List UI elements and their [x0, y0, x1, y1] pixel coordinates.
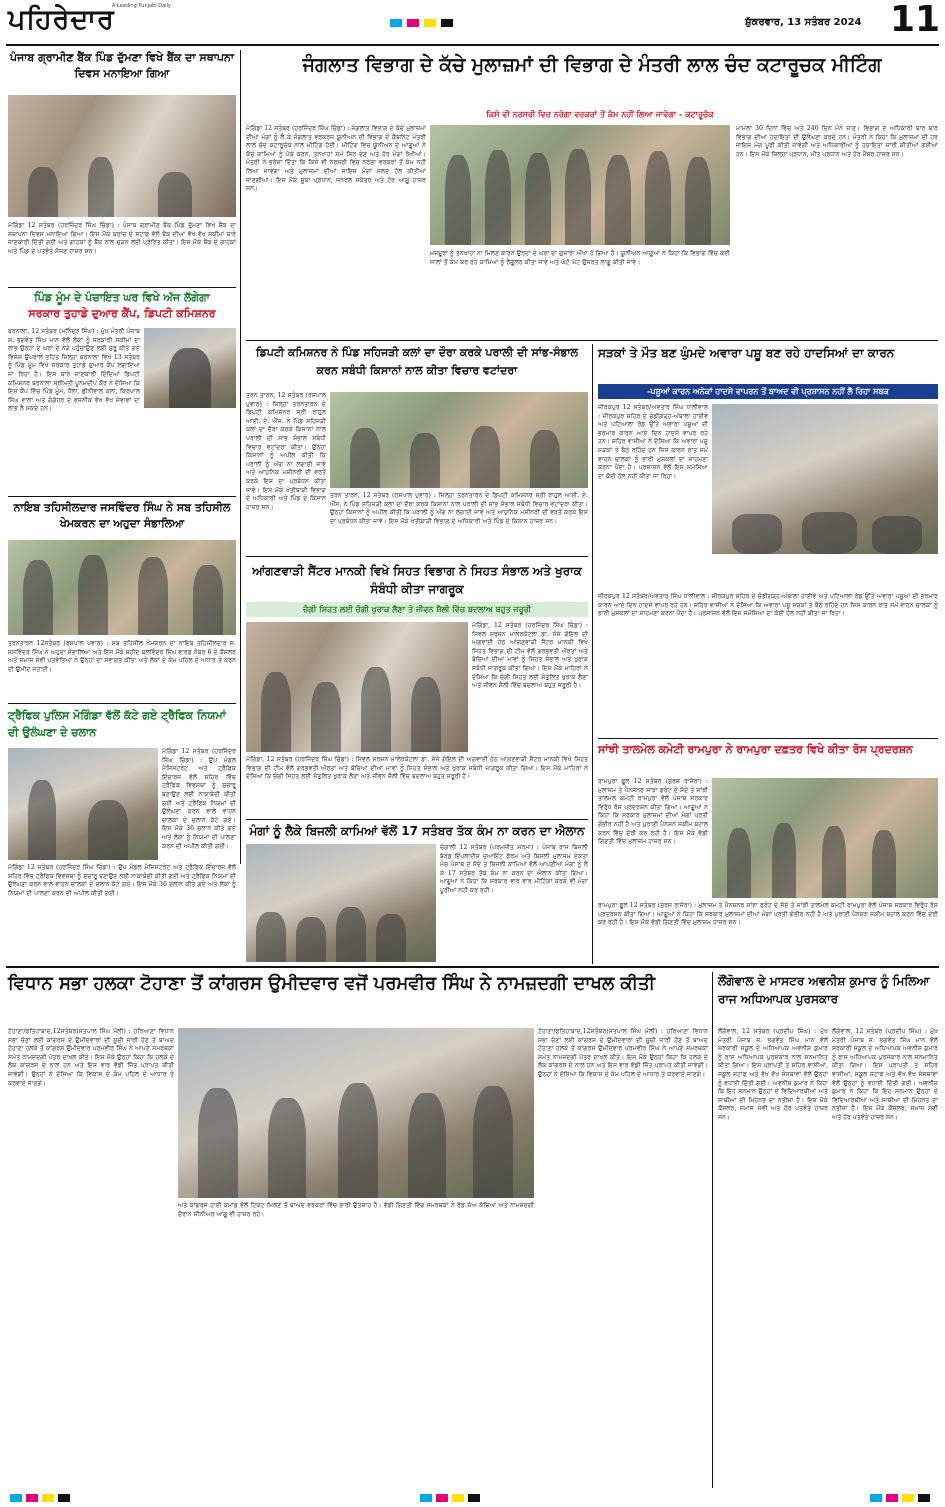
parali-headline: ਡਿਪਟੀ ਕਮਿਸ਼ਨਰ ਨੇ ਪਿੰਡ ਸਹਿਜੜੀ ਕਲਾਂ ਦਾ ਦੌਰਾ ਕਰਕੇ ਪਰਾਲੀ ਦੀ ਸਾਂਭ-ਸੰਭਾਲ ਕਰਨ ਸਬੰਧੀ ਕਿਸਾਨਾਂ ਨਾਲ ਕੀਤਾ ਵਿਚਾਰ ਵਟਾਂਦਰਾ [256, 346, 578, 377]
tehsildar-photo [8, 540, 236, 635]
tehsildar-headline: ਨਾਇਬ ਤਹਿਸੀਲਦਾਰ ਜਸਵਿੰਦਰ ਸਿੰਘ ਨੇ ਸਬ ਤਹਿਸੀਲ ਖੇਮਕਰਨ ਦਾ ਅਹੁਦਾ ਸੰਭਾਲਿਆ [13, 501, 231, 530]
parali-body-2: ਤਰਨ ਤਾਰਨ, 12 ਸਤੰਬਰ (ਰਸ਼ਪਾਲ ਪੁਵਾਰ) : ਜ਼ਿਲ੍ਹਾ ਤਰਨਤਾਰਨ ਦੇ ਡਿਪਟੀ ਕਮਿਸ਼ਨਰ ਸ੍ਰੀ ਰਾਹੁਲ ਆਈ. ਏ. ਐੱਸ. ਨੇ ਪਿੰਡ ਸਹਿਜੜੀ ਕਲਾਂ ਦਾ ਦੌਰਾ ਕਰਕੇ ਕਿਸਾਨਾਂ ਨਾਲ ਪਰਾਲੀ ਦੀ ਸਾਂਭ ਸੰਭਾਲ ਸਬੰਧੀ ਵਿਚਾਰ ਵਟਾਂਦਰਾ ਕੀਤਾ। ਉਨ੍ਹਾਂ ਕਿਸਾਨਾਂ ਨੂੰ ਅਪੀਲ ਕੀਤੀ ਕਿ ਪਰਾਲੀ ਨੂੰ ਅੱਗ ਨਾ ਲਗਾਈ ਜਾਵੇ ਅਤੇ ਆਧੁਨਿਕ ਮਸ਼ੀਨਰੀ ਦੀ ਵਰਤੋਂ ਕਰਕੇ ਇਸ ਦਾ ਪ੍ਰਬੰਧਨ ਕੀਤਾ ਜਾਵੇ। ਇਸ ਮੌਕੇ ਖੇਤੀਬਾੜੀ ਵਿਭਾਗ ਦੇ ਅਧਿਕਾਰੀ ਅਤੇ ਪਿੰਡ ਦੇ ਕਿਸਾਨ ਹਾਜ਼ਰ ਸਨ। [330, 492, 588, 525]
forest-photo [430, 125, 730, 245]
forest-body-3: ਮਾਮਲਾ 30 ਦਿਨਾਂ ਵਿੱਚ ਅਤੇ 240 ਦਿਨ ਮੰਨੇ ਜਾਣ। ਵਿਭਾਗ ਦੇ ਅਧਿਕਾਰੀ ਬਾਰ ਬਾਰ ਵਿਭਾਗ ਦੀਆਂ ਹਦਾਇਤਾਂ ਦੀ ਉਲੰਘਣਾ ਕਰਦੇ ਹਨ। ਮੰਤਰੀ ਨੇ ਕਿਹਾ ਕਿ ਮੁਲਾਜ਼ਮਾਂ ਦੀ ਹਰ ਜਾਇਜ਼ ਮੰਗ ਪੂਰੀ ਕੀਤੀ ਜਾਵੇਗੀ ਅਤੇ ਅਧਿਕਾਰੀਆਂ ਨੂੰ ਹਦਾਇਤਾਂ ਜਾਰੀ ਕੀਤੀਆਂ ਗਈਆਂ ਹਨ। ਇਸ ਮੌਕੇ ਜ਼ਿਲ੍ਹਾ ਪ੍ਰਧਾਨ, ਮੀਤ ਪ੍ਰਧਾਨ ਅਤੇ ਹੋਰ ਮੈਂਬਰ ਹਾਜ਼ਰ ਸਨ। [736, 125, 938, 158]
cattle-photo [712, 404, 938, 554]
camp-body: ਬਰਨਾਲਾ, 12 ਸਤੰਬਰ (ਮਨਿੰਦਰ ਸਿੰਘ) : ਮੁੱਖ ਮੰਤਰੀ ਪੰਜਾਬ ਸ. ਭਗਵੰਤ ਸਿੰਘ ਮਾਨ ਵੱਲੋਂ ਲੋਕਾਂ ਨੂੰ ਸਰਕਾਰੀ ਸਕੀਮਾਂ ਦਾ ਲਾਭ ਉਨ੍ਹਾਂ ਦੇ ਘਰਾਂ ਦੇ ਨੇੜੇ ਪਹੁੰਚਾਉਣ ਲਈ ਸ਼ੁਰੂ ਕੀਤੇ ਗਏ ਵਿਸ਼ੇਸ਼ ਉਪਰਾਲੇ ਤਹਿਤ ਜ਼ਿਲ੍ਹਾ ਬਰਨਾਲਾ ਵਿਖੇ 13 ਸਤੰਬਰ ਨੂੰ ਪਿੰਡ ਮੂੰਮ ਵਿਖੇ ਸਰਕਾਰ ਤੁਹਾਡੇ ਦੁਆਰ ਕੈਂਪ ਲਗਾਇਆ ਜਾ ਰਿਹਾ ਹੈ। ਇਸ ਬਾਰੇ ਜਾਣਕਾਰੀ ਦਿੰਦਿਆਂ ਡਿਪਟੀ ਕਮਿਸ਼ਨਰ ਬਰਨਾਲਾ ਸ੍ਰੀਮਤੀ ਪੂਨਮਦੀਪ ਕੌਰ ਨੇ ਦੱਸਿਆ ਕਿ ਇਸ ਕੈਂਪ ਵਿੱਚ ਪਿੰਡ ਮੂੰਮ, ਧੌਲਾ, ਛੀਨੀਵਾਲ ਕਲਾਂ, ਕਿਰਪਾਲ ਸਿੰਘ ਵਾਲਾ ਅਤੇ ਗੰਗੋਹਰ ਦੇ ਵਸਨੀਕ ਵੱਖ ਵੱਖ ਸੇਵਾਵਾਂ ਦਾ ਲਾਭ ਲੈ ਸਕਦੇ ਹਨ। [8, 328, 140, 413]
anganwadi-subhead: ਚੰਗੀ ਸਿਹਤ ਲਈ ਚੰਗੀ ਖੁਰਾਕ ਲੈਣਾ ਤੇ ਜੀਵਨ ਸ਼ੈਲੀ ਵਿੱਚ ਬਦਲਾਅ ਬਹੁਤ ਜਰੂਰੀ [246, 602, 588, 617]
rampura-body-2: ਰਾਮਪੁਰਾ ਫੂਲ 12 ਸਤੰਬਰ (ਸੁਰਜ ਰਾਜੋਰਾ) : ਮੁਲਾਜ਼ਮ ਤੇ ਪੈਨਸ਼ਨਰ ਸਾਂਝਾ ਫਰੰਟ ਦੇ ਸੱਦੇ ਤੇ ਸਾਂਝੀ ਤਾਲਮੇਲ ਕਮੇਟੀ ਰਾਮਪੁਰਾ ਵੱਲੋਂ ਪੰਜਾਬ ਸਰਕਾਰ ਵਿਰੁੱਧ ਰੋਸ ਪ੍ਰਦਰਸ਼ਨ ਕੀਤਾ ਗਿਆ। ਆਗੂਆਂ ਨੇ ਕਿਹਾ ਕਿ ਸਰਕਾਰ ਮੁਲਾਜ਼ਮਾਂ ਦੀਆਂ ਮੰਗਾਂ ਪ੍ਰਤੀ ਗੰਭੀਰ ਨਹੀਂ ਹੈ ਅਤੇ ਪੁਰਾਣੀ ਪੈਨਸ਼ਨ ਸਕੀਮ ਬਹਾਲ ਕਰਨ ਵਿੱਚ ਦੇਰੀ ਕਰ ਰਹੀ ਹੈ। ਇਸ ਮੌਕੇ ਵੱਡੀ ਗਿਣਤੀ ਵਿੱਚ ਮੁਲਾਜ਼ਮ ਹਾਜ਼ਰ ਸਨ। [598, 902, 938, 927]
col-divider [592, 344, 593, 964]
cattle-body-2: ਜੀਰਕਪੁਰ 12 ਸਤੰਬਰ/ਅਵਤਾਰ ਸਿੰਘ ਧਾਲੀਵਾਲ : ਜੀਰਕਪੁਰ ਸ਼ਹਿਰ ਦੇ ਚੰਡੀਗੜ੍ਹ-ਅੰਬਾਲਾ ਹਾਈਵੇ ਅਤੇ ਪਟਿਆਲਾ ਰੋਡ ਉੱਤੇ ਅਵਾਰਾ ਪਸ਼ੂਆਂ ਦੀ ਭਰਮਾਰ ਕਾਰਨ ਆਏ ਦਿਨ ਹਾਦਸੇ ਵਾਪਰ ਰਹੇ ਹਨ। ਸ਼ਹਿਰ ਵਾਸੀਆਂ ਨੇ ਦੱਸਿਆ ਕਿ ਅਵਾਰਾ ਪਸ਼ੂ ਸੜਕਾਂ ਤੇ ਬੈਠੇ ਰਹਿੰਦੇ ਹਨ ਜਿਸ ਕਾਰਨ ਰਾਤ ਸਮੇਂ ਵਾਹਨ ਚਾਲਕਾਂ ਨੂੰ ਭਾਰੀ ਮੁਸ਼ਕਲਾਂ ਦਾ ਸਾਹਮਣਾ ਕਰਨਾ ਪੈਂਦਾ ਹੈ। ਪ੍ਰਸ਼ਾਸਨ ਵੱਲੋਂ ਇਸ ਸਮੱਸਿਆ ਦਾ ਕੋਈ ਹੱਲ ਨਹੀਂ ਕੀਤਾ ਜਾ ਰਿਹਾ। [598, 593, 938, 618]
anganwadi-body: ਮੋਗਿੰਡਾ, 12 ਸਤੰਬਰ (ਹਰਜਿੰਦਰ ਸਿੰਘ ਚਿੰਡਾ) : ਸਿਵਲ ਸਰਜਨ ਮਾਲੇਰਕੋਟਲਾ ਡਾ. ਸੰਜੇ ਗੋਇਲ ਦੀ ਅਗਵਾਈ ਹੇਠ ਆਂਗਣਵਾੜੀ ਸੈਂਟਰ ਮਾਨਕੀ ਵਿਖੇ ਸਿਹਤ ਵਿਭਾਗ ਦੀ ਟੀਮ ਵੱਲੋਂ ਗਰਭਵਤੀ ਔਰਤਾਂ ਅਤੇ ਬੱਚਿਆਂ ਦੀਆਂ ਮਾਵਾਂ ਨੂੰ ਸਿਹਤ ਸੰਭਾਲ ਅਤੇ ਖੁਰਾਕ ਸਬੰਧੀ ਜਾਗਰੂਕ ਕੀਤਾ ਗਿਆ। ਇਸ ਮੌਕੇ ਮਾਹਿਰਾਂ ਨੇ ਦੱਸਿਆ ਕਿ ਚੰਗੀ ਸਿਹਤ ਲਈ ਸੰਤੁਲਿਤ ਖੁਰਾਕ ਲੈਣਾ ਅਤੇ ਜੀਵਨ ਸ਼ੈਲੀ ਵਿੱਚ ਬਦਲਾਅ ਬਹੁਤ ਜ਼ਰੂਰੀ ਹੈ। [472, 622, 588, 690]
forest-body: ਮੋਗਿੰਡਾ 12 ਸਤੰਬਰ (ਹਰਜਿੰਦਰ ਸਿੰਘ ਚਿੰਡਾ) : ਜੰਗਲਾਤ ਵਿਭਾਗ ਦੇ ਕੱਚੇ ਮੁਲਾਜ਼ਮਾਂ ਦੀਆਂ ਮੰਗਾਂ ਨੂੰ ਲੈ ਕੇ ਜੰਗਲਾਤ ਵਰਕਰਜ਼ ਯੂਨੀਅਨ ਦੀ ਵਿਭਾਗ ਦੇ ਕੈਬਨਿਟ ਮੰਤਰੀ ਲਾਲ ਚੰਦ ਕਟਾਰੂਚੱਕ ਨਾਲ ਮੀਟਿੰਗ ਹੋਈ। ਮੀਟਿੰਗ ਵਿਚ ਯੂਨੀਅਨ ਦੇ ਆਗੂਆਂ ਨੇ ਕੱਚੇ ਕਾਮਿਆਂ ਨੂੰ ਪੱਕੇ ਕਰਨ, ਤਨਖਾਹਾਂ ਸਮੇਂ ਸਿਰ ਦੇਣ ਅਤੇ ਹੋਰ ਮੰਗਾਂ ਰੱਖੀਆਂ। ਮੰਤਰੀ ਨੇ ਭਰੋਸਾ ਦਿੱਤਾ ਕਿ ਕਿਸੇ ਵੀ ਨਰਸਰੀ ਵਿਚ ਨਰੇਗਾ ਵਰਕਰਾਂ ਤੋਂ ਕੰਮ ਨਹੀਂ ਲਿਆ ਜਾਵੇਗਾ ਅਤੇ ਮੁਲਾਜ਼ਮਾਂ ਦੀਆਂ ਜਾਇਜ਼ ਮੰਗਾਂ ਜਲਦ ਹੱਲ ਕੀਤੀਆਂ ਜਾਣਗੀਆਂ। ਇਸ ਮੌਕੇ ਸੂਬਾ ਪ੍ਰਧਾਨ, ਜਨਰਲ ਸਕੱਤਰ ਅਤੇ ਹੋਰ ਆਗੂ ਹਾਜ਼ਰ ਸਨ। [246, 125, 426, 193]
cattle-subhead: -ਪਸ਼ੂਆਂ ਕਾਰਨ ਅਨੇਕਾਂ ਹਾਦਸੇ ਵਾਪਰਨ ਤੋਂ ਬਾਅਦ ਵੀ ਪ੍ਰਸ਼ਾਸਨ ਨਹੀਂ ਲੈ ਰਿਹਾ ਸਬਕ [598, 384, 938, 399]
yellow-mark [42, 1494, 54, 1502]
tohana-body-3: ਟੋਹਾਣਾ/ਫਤਿਹਾਬਾਦ,12ਸਤੰਬਰ(ਸਤਪਾਲ ਸਿੰਘ ਮੱਲੀ) : ਹਰਿਆਣਾ ਵਿਧਾਨ ਸਭਾ ਚੋਣਾਂ ਲਈ ਕਾਂਗਰਸ ਦੇ ਉਮੀਦਵਾਰਾਂ ਦੀ ਸੂਚੀ ਜਾਰੀ ਹੋਣ ਤੋਂ ਬਾਅਦ ਟੋਹਾਣਾ ਹਲਕੇ ਤੋਂ ਕਾਂਗਰਸ ਉਮੀਦਵਾਰ ਪਰਮਵੀਰ ਸਿੰਘ ਨੇ ਆਪਣੇ ਸਮਰਥਕਾਂ ਸਮੇਤ ਨਾਮਜ਼ਦਗੀ ਪੱਤਰ ਦਾਖਲ ਕੀਤੇ। ਇਸ ਮੌਕੇ ਉਨ੍ਹਾਂ ਕਿਹਾ ਕਿ ਹਲਕੇ ਦੇ ਲੋਕ ਕਾਂਗਰਸ ਦੇ ਨਾਲ ਹਨ ਅਤੇ ਇਸ ਵਾਰ ਵੱਡੀ ਜਿੱਤ ਪ੍ਰਾਪਤ ਕੀਤੀ ਜਾਵੇਗੀ। ਉਨ੍ਹਾਂ ਨੇ ਦੱਸਿਆ ਕਿ ਵਿਕਾਸ ਦੇ ਕੰਮ ਪਹਿਲ ਦੇ ਆਧਾਰ ਤੇ ਕਰਵਾਏ ਜਾਣਗੇ। [538, 1028, 708, 1078]
masthead [0, 0, 945, 44]
cyan-mark [870, 1494, 882, 1502]
bijli-photo [246, 844, 436, 962]
tohana-headline: ਵਿਧਾਨ ਸਭਾ ਹਲਕਾ ਟੋਹਾਣਾ ਤੋਂ ਕਾਂਗਰਸ ਉਮੀਦਵਾਰ ਵਜੋਂ ਪਰਮਵੀਰ ਸਿੰਘ ਨੇ ਨਾਮਜ਼ਦਗੀ ਦਾਖਲ ਕੀਤੀ [8, 973, 656, 994]
divider [246, 819, 588, 820]
tohana-body: ਟੋਹਾਣਾ/ਫਤਿਹਾਬਾਦ,12ਸਤੰਬਰ(ਸਤਪਾਲ ਸਿੰਘ ਮੱਲੀ) : ਹਰਿਆਣਾ ਵਿਧਾਨ ਸਭਾ ਚੋਣਾਂ ਲਈ ਕਾਂਗਰਸ ਦੇ ਉਮੀਦਵਾਰਾਂ ਦੀ ਸੂਚੀ ਜਾਰੀ ਹੋਣ ਤੋਂ ਬਾਅਦ ਟੋਹਾਣਾ ਹਲਕੇ ਤੋਂ ਕਾਂਗਰਸ ਉਮੀਦਵਾਰ ਪਰਮਵੀਰ ਸਿੰਘ ਨੇ ਆਪਣੇ ਸਮਰਥਕਾਂ ਸਮੇਤ ਨਾਮਜ਼ਦਗੀ ਪੱਤਰ ਦਾਖਲ ਕੀਤੇ। ਇਸ ਮੌਕੇ ਉਨ੍ਹਾਂ ਕਿਹਾ ਕਿ ਹਲਕੇ ਦੇ ਲੋਕ ਕਾਂਗਰਸ ਦੇ ਨਾਲ ਹਨ ਅਤੇ ਇਸ ਵਾਰ ਵੱਡੀ ਜਿੱਤ ਪ੍ਰਾਪਤ ਕੀਤੀ ਜਾਵੇਗੀ। ਉਨ੍ਹਾਂ ਨੇ ਦੱਸਿਆ ਕਿ ਵਿਕਾਸ ਦੇ ਕੰਮ ਪਹਿਲ ਦੇ ਆਧਾਰ ਤੇ ਕਰਵਾਏ ਜਾਣਗੇ। [8, 1028, 174, 1087]
divider [8, 287, 236, 288]
bank-photo [8, 95, 236, 217]
magenta-mark [407, 19, 419, 27]
cattle-headline: ਸੜਕਾਂ ਤੇ ਮੌਤ ਬਣ ਘੁੰਮਦੇ ਅਵਾਰਾ ਪਸ਼ੂ ਬਣ ਰਹੇ ਹਾਦਸਿਆਂ ਦਾ ਕਾਰਨ [598, 346, 895, 360]
black-mark [441, 19, 453, 27]
masthead-logo: ਪਹਿਰੇਦਾਰ [8, 4, 115, 35]
forest-headline: ਜੰਗਲਾਤ ਵਿਭਾਗ ਦੇ ਕੱਚੇ ਮੁਲਾਜ਼ਮਾਂ ਦੀ ਵਿਭਾਗ ਦੇ ਮੰਤਰੀ ਲਾਲ ਚੰਦ ਕਟਾਰੂਚਕ ਮੀਟਿੰਗ [302, 54, 882, 76]
anganwadi-photo [246, 622, 468, 752]
divider [8, 703, 236, 704]
magenta-mark [436, 1494, 448, 1502]
divider [598, 738, 938, 739]
cyan-mark [390, 19, 402, 27]
tohana-body-2: ਅਤੇ ਕਾਂਗਰਸ ਹਾਈ ਕਮਾਂਡ ਵੱਲੋਂ ਟਿਕਟ ਮਿਲਣ ਤੋਂ ਬਾਅਦ ਵਰਕਰਾਂ ਵਿੱਚ ਭਾਰੀ ਉਤਸ਼ਾਹ ਹੈ। ਵੱਡੀ ਗਿਣਤੀ ਵਿੱਚ ਸਮਰਥਕਾਂ ਨੇ ਰੋਡ ਸ਼ੋਅ ਕੱਢਿਆ ਅਤੇ ਨਾਮਜ਼ਦਗੀ ਦੌਰਾਨ ਸੀਨੀਅਰ ਆਗੂ ਵੀ ਹਾਜ਼ਰ ਰਹੇ। [178, 1202, 534, 1218]
divider [8, 496, 236, 497]
cattle-body: ਜੀਰਕਪੁਰ 12 ਸਤੰਬਰ/ਅਵਤਾਰ ਸਿੰਘ ਧਾਲੀਵਾਲ : ਜੀਰਕਪੁਰ ਸ਼ਹਿਰ ਦੇ ਚੰਡੀਗੜ੍ਹ-ਅੰਬਾਲਾ ਹਾਈਵੇ ਅਤੇ ਪਟਿਆਲਾ ਰੋਡ ਉੱਤੇ ਅਵਾਰਾ ਪਸ਼ੂਆਂ ਦੀ ਭਰਮਾਰ ਕਾਰਨ ਆਏ ਦਿਨ ਹਾਦਸੇ ਵਾਪਰ ਰਹੇ ਹਨ। ਸ਼ਹਿਰ ਵਾਸੀਆਂ ਨੇ ਦੱਸਿਆ ਕਿ ਅਵਾਰਾ ਪਸ਼ੂ ਸੜਕਾਂ ਤੇ ਬੈਠੇ ਰਹਿੰਦੇ ਹਨ ਜਿਸ ਕਾਰਨ ਰਾਤ ਸਮੇਂ ਵਾਹਨ ਚਾਲਕਾਂ ਨੂੰ ਭਾਰੀ ਮੁਸ਼ਕਲਾਂ ਦਾ ਸਾਹਮਣਾ ਕਰਨਾ ਪੈਂਦਾ ਹੈ। ਪ੍ਰਸ਼ਾਸਨ ਵੱਲੋਂ ਇਸ ਸਮੱਸਿਆ ਦਾ ਕੋਈ ਹੱਲ ਨਹੀਂ ਕੀਤਾ ਜਾ ਰਿਹਾ। [598, 404, 708, 480]
rampura-body: ਰਾਮਪੁਰਾ ਫੂਲ 12 ਸਤੰਬਰ (ਸੁਰਜ ਰਾਜੋਰਾ) : ਮੁਲਾਜ਼ਮ ਤੇ ਪੈਨਸ਼ਨਰ ਸਾਂਝਾ ਫਰੰਟ ਦੇ ਸੱਦੇ ਤੇ ਸਾਂਝੀ ਤਾਲਮੇਲ ਕਮੇਟੀ ਰਾਮਪੁਰਾ ਵੱਲੋਂ ਪੰਜਾਬ ਸਰਕਾਰ ਵਿਰੁੱਧ ਰੋਸ ਪ੍ਰਦਰਸ਼ਨ ਕੀਤਾ ਗਿਆ। ਆਗੂਆਂ ਨੇ ਕਿਹਾ ਕਿ ਸਰਕਾਰ ਮੁਲਾਜ਼ਮਾਂ ਦੀਆਂ ਮੰਗਾਂ ਪ੍ਰਤੀ ਗੰਭੀਰ ਨਹੀਂ ਹੈ ਅਤੇ ਪੁਰਾਣੀ ਪੈਨਸ਼ਨ ਸਕੀਮ ਬਹਾਲ ਕਰਨ ਵਿੱਚ ਦੇਰੀ ਕਰ ਰਹੀ ਹੈ। ਇਸ ਮੌਕੇ ਵੱਡੀ ਗਿਣਤੀ ਵਿੱਚ ਮੁਲਾਜ਼ਮ ਹਾਜ਼ਰ ਸਨ। [598, 778, 708, 846]
black-mark [468, 1494, 480, 1502]
bottom-color-marks [0, 1494, 945, 1506]
yellow-mark [452, 1494, 464, 1502]
divider [246, 556, 588, 557]
forest-body-2: ਮਜ਼ਦੂਰਾਂ ਨੂੰ ਤਨਖਾਹਾਂ ਨਾ ਮਿਲਣ ਕਾਰਨ ਉਨ੍ਹਾਂ ਦੇ ਘਰਾਂ ਦਾ ਗੁਜ਼ਾਰਾ ਔਖਾ ਹੋ ਗਿਆ ਹੈ। ਯੂਨੀਅਨ ਆਗੂਆਂ ਨੇ ਕਿਹਾ ਕਿ ਵਿਭਾਗ ਵਿੱਚ ਕਈ ਸਾਲਾਂ ਤੋਂ ਕੰਮ ਕਰ ਰਹੇ ਕਾਮਿਆਂ ਨੂੰ ਰੈਗੂਲਰ ਕੀਤਾ ਜਾਵੇ ਅਤੇ ਘੱਟੋ ਘੱਟ ਉਜਰਤ ਲਾਗੂ ਕੀਤੀ ਜਾਵੇ। [430, 250, 730, 266]
camp-headline: ਪਿੰਡ ਮੂੰਮ ਦੇ ਪੰਚਾਇਤ ਘਰ ਵਿਖੇ ਅੱਜ ਲੱਗੇਗਾ [34, 291, 210, 304]
yellow-mark [902, 1494, 914, 1502]
magenta-mark [26, 1494, 38, 1502]
magenta-mark [886, 1494, 898, 1502]
black-mark [58, 1494, 70, 1502]
cyan-mark [10, 1494, 22, 1502]
forest-subhead: ਕਿਸੇ ਵੀ ਨਰਸਰੀ ਵਿਚ ਨਰੇਗਾ ਵਰਕਰਾਂ ਤੋਂ ਕੰਮ ਨਹੀਂ ਲਿਆ ਜਾਵੇਗਾ - ਕਟਾਰੂਚੱਕ [420, 108, 780, 122]
bijli-body: ਚੰਗਾਲੀ 12 ਸਤੰਬਰ (ਪਰਮਜੀਤ ਸਰਮਾ) : ਪੰਜਾਬ ਰਾਜ ਬਿਜਲੀ ਬੋਰਡ ਇੰਪਲਾਈਜ਼ ਜੁਆਇੰਟ ਫੋਰਮ ਅਤੇ ਬਿਜਲੀ ਮੁਲਾਜ਼ਮ ਏਕਤਾ ਮੰਚ ਪੰਜਾਬ ਦੇ ਸੱਦੇ ਤੇ ਬਿਜਲੀ ਕਾਮਿਆਂ ਵੱਲੋਂ ਆਪਣੀਆਂ ਮੰਗਾਂ ਨੂੰ ਲੈ ਕੇ 17 ਸਤੰਬਰ ਤੱਕ ਕੰਮ ਨਾ ਕਰਨ ਦਾ ਐਲਾਨ ਕੀਤਾ ਗਿਆ। ਆਗੂਆਂ ਨੇ ਕਿਹਾ ਕਿ ਸਰਕਾਰ ਵਾਰ ਵਾਰ ਮੀਟਿੰਗਾਂ ਕਰਕੇ ਵੀ ਮੰਗਾਂ ਪੂਰੀਆਂ ਨਹੀਂ ਕਰ ਰਹੀ। [440, 844, 588, 894]
parali-photo [330, 392, 588, 488]
masthead-tagline: A Leading Punjabi Daily [112, 3, 171, 9]
teacher-body: ਲੌਂਗੋਵਾਲ, 12 ਸਤੰਬਰ (ਪ੍ਰਦੀਪ ਸਿੰਘ) : ਮੁੱਖ ਮੰਤਰੀ ਪੰਜਾਬ ਸ. ਭਗਵੰਤ ਸਿੰਘ ਮਾਨ ਵੱਲੋਂ ਸਰਕਾਰੀ ਸਕੂਲ ਦੇ ਅਧਿਆਪਕ ਅਵਨੀਸ਼ ਕੁਮਾਰ ਨੂੰ ਰਾਜ ਅਧਿਆਪਕ ਪੁਰਸਕਾਰ ਨਾਲ ਸਨਮਾਨਿਤ ਕੀਤਾ ਗਿਆ। ਇਸ ਪ੍ਰਾਪਤੀ ਤੇ ਸ਼ਹਿਰ ਵਾਸੀਆਂ, ਸਕੂਲ ਸਟਾਫ ਅਤੇ ਵੱਖ ਵੱਖ ਸੰਸਥਾਵਾਂ ਵੱਲੋਂ ਉਨ੍ਹਾਂ ਨੂੰ ਵਧਾਈ ਦਿੱਤੀ ਗਈ। ਅਵਨੀਸ਼ ਕੁਮਾਰ ਨੇ ਕਿਹਾ ਕਿ ਇਹ ਸਨਮਾਨ ਉਨ੍ਹਾਂ ਦੇ ਵਿਦਿਆਰਥੀਆਂ ਅਤੇ ਸਾਥੀਆਂ ਦੀ ਮਿਹਨਤ ਦਾ ਨਤੀਜਾ ਹੈ। ਇਸ ਮੌਕੇ ਕੌਂਸਲਰ, ਸਮਾਜ ਸੇਵੀ ਅਤੇ ਹੋਰ ਪਤਵੰਤੇ ਹਾਜ਼ਰ ਸਨ। [718, 1028, 828, 1121]
section-rule [6, 966, 939, 968]
rampura-headline: ਸਾਂਝੀ ਤਾਲਮੇਲ ਕਮੇਟੀ ਰਾਮਪੁਰਾ ਨੇ ਰਾਮਪੁਰਾ ਦਫ਼ਤਰ ਵਿਖੇ ਕੀਤਾ ਰੋਸ ਪ੍ਰਦਰਸ਼ਨ [598, 743, 913, 756]
rampura-photo [712, 778, 938, 898]
black-mark [918, 1494, 930, 1502]
cyan-mark [420, 1494, 432, 1502]
page-number: 11 [890, 0, 941, 40]
col-divider [712, 972, 713, 1488]
issue-date: ਸ਼ੁੱਕਰਵਾਰ, 13 ਸਤੰਬਰ 2024 [745, 17, 862, 28]
traffic-body: ਮੋਗਿੰਡਾ 12 ਸਤੰਬਰ (ਹਰਜਿੰਦਰ ਸਿੰਘ ਚਿੰਡਾ) : ਉਪ ਮੰਡਲ ਮੈਜਿਸਟਰੇਟ ਅਤੇ ਟ੍ਰੈਫਿਕ ਇੰਚਾਰਜ ਵੱਲੋਂ ਸ਼ਹਿਰ ਵਿੱਚ ਟ੍ਰੈਫਿਕ ਵਿਵਸਥਾ ਨੂੰ ਸੁਚਾਰੂ ਬਣਾਉਣ ਲਈ ਨਾਕਾਬੰਦੀ ਕੀਤੀ ਗਈ ਅਤੇ ਟ੍ਰੈਫਿਕ ਨਿਯਮਾਂ ਦੀ ਉਲੰਘਣਾ ਕਰਨ ਵਾਲੇ ਵਾਹਨ ਚਾਲਕਾਂ ਦੇ ਚਲਾਨ ਕੱਟੇ ਗਏ। ਇਸ ਮੌਕੇ 36 ਚਲਾਨ ਕੀਤੇ ਗਏ ਅਤੇ ਲੋਕਾਂ ਨੂੰ ਨਿਯਮਾਂ ਦੀ ਪਾਲਣਾ ਕਰਨ ਦੀ ਅਪੀਲ ਕੀਤੀ ਗਈ। [162, 748, 236, 850]
bank-headline: ਪੰਜਾਬ ਗ੍ਰਾਮੀਣ ਬੈਂਕ ਪਿੰਡ ਦੁੱਮਣਾ ਵਿਖੇ ਬੈਂਕ ਦਾ ਸਥਾਪਨਾ ਦਿਵਸ ਮਨਾਇਆ ਗਿਆ [10, 51, 234, 80]
teacher-body-2: ਲੌਂਗੋਵਾਲ, 12 ਸਤੰਬਰ (ਪ੍ਰਦੀਪ ਸਿੰਘ) : ਮੁੱਖ ਮੰਤਰੀ ਪੰਜਾਬ ਸ. ਭਗਵੰਤ ਸਿੰਘ ਮਾਨ ਵੱਲੋਂ ਸਰਕਾਰੀ ਸਕੂਲ ਦੇ ਅਧਿਆਪਕ ਅਵਨੀਸ਼ ਕੁਮਾਰ ਨੂੰ ਰਾਜ ਅਧਿਆਪਕ ਪੁਰਸਕਾਰ ਨਾਲ ਸਨਮਾਨਿਤ ਕੀਤਾ ਗਿਆ। ਇਸ ਪ੍ਰਾਪਤੀ ਤੇ ਸ਼ਹਿਰ ਵਾਸੀਆਂ, ਸਕੂਲ ਸਟਾਫ ਅਤੇ ਵੱਖ ਵੱਖ ਸੰਸਥਾਵਾਂ ਵੱਲੋਂ ਉਨ੍ਹਾਂ ਨੂੰ ਵਧਾਈ ਦਿੱਤੀ ਗਈ। ਅਵਨੀਸ਼ ਕੁਮਾਰ ਨੇ ਕਿਹਾ ਕਿ ਇਹ ਸਨਮਾਨ ਉਨ੍ਹਾਂ ਦੇ ਵਿਦਿਆਰਥੀਆਂ ਅਤੇ ਸਾਥੀਆਂ ਦੀ ਮਿਹਨਤ ਦਾ ਨਤੀਜਾ ਹੈ। ਇਸ ਮੌਕੇ ਕੌਂਸਲਰ, ਸਮਾਜ ਸੇਵੀ ਅਤੇ ਹੋਰ ਪਤਵੰਤੇ ਹਾਜ਼ਰ ਸਨ। [832, 1028, 938, 1121]
parali-body: ਤਰਨ ਤਾਰਨ, 12 ਸਤੰਬਰ (ਰਸ਼ਪਾਲ ਪੁਵਾਰ) : ਜ਼ਿਲ੍ਹਾ ਤਰਨਤਾਰਨ ਦੇ ਡਿਪਟੀ ਕਮਿਸ਼ਨਰ ਸ੍ਰੀ ਰਾਹੁਲ ਆਈ. ਏ. ਐੱਸ. ਨੇ ਪਿੰਡ ਸਹਿਜੜੀ ਕਲਾਂ ਦਾ ਦੌਰਾ ਕਰਕੇ ਕਿਸਾਨਾਂ ਨਾਲ ਪਰਾਲੀ ਦੀ ਸਾਂਭ ਸੰਭਾਲ ਸਬੰਧੀ ਵਿਚਾਰ ਵਟਾਂਦਰਾ ਕੀਤਾ। ਉਨ੍ਹਾਂ ਕਿਸਾਨਾਂ ਨੂੰ ਅਪੀਲ ਕੀਤੀ ਕਿ ਪਰਾਲੀ ਨੂੰ ਅੱਗ ਨਾ ਲਗਾਈ ਜਾਵੇ ਅਤੇ ਆਧੁਨਿਕ ਮਸ਼ੀਨਰੀ ਦੀ ਵਰਤੋਂ ਕਰਕੇ ਇਸ ਦਾ ਪ੍ਰਬੰਧਨ ਕੀਤਾ ਜਾਵੇ। ਇਸ ਮੌਕੇ ਖੇਤੀਬਾੜੀ ਵਿਭਾਗ ਦੇ ਅਧਿਕਾਰੀ ਅਤੇ ਪਿੰਡ ਦੇ ਕਿਸਾਨ ਹਾਜ਼ਰ ਸਨ। [246, 392, 326, 511]
bank-body: ਮੋਗਿੰਡਾ 12 ਸਤੰਬਰ (ਹਰਜਿੰਦਰ ਸਿੰਘ ਚਿੰਡਾ) : ਪੰਜਾਬ ਗ੍ਰਾਮੀਣ ਬੈਂਕ ਪਿੰਡ ਦੁੱਮਣਾ ਵਿਖੇ ਬੈਂਕ ਦਾ ਸਥਾਪਨਾ ਦਿਵਸ ਮਨਾਇਆ ਗਿਆ। ਇਸ ਮੌਕੇ ਬਰਾਂਚ ਦੇ ਸਟਾਫ ਵੱਲੋਂ ਬੈਂਕ ਦੀਆਂ ਵੱਖ ਵੱਖ ਸਕੀਮਾਂ ਬਾਰੇ ਜਾਣਕਾਰੀ ਦਿੱਤੀ ਗਈ ਅਤੇ ਗਾਹਕਾਂ ਨੂੰ ਬੈਂਕ ਨਾਲ ਜੁੜਨ ਲਈ ਪ੍ਰੇਰਿਤ ਕੀਤਾ। ਇਸ ਮੌਕੇ ਬੈਂਕ ਦੇ ਗਾਹਕਾਂ ਅਤੇ ਪਿੰਡ ਦੇ ਪਤਵੰਤੇ ਸੱਜਣ ਹਾਜ਼ਰ ਸਨ। [8, 222, 236, 255]
dc-portrait [144, 328, 236, 408]
traffic-body-cont: ਮੋਗਿੰਡਾ 12 ਸਤੰਬਰ (ਹਰਜਿੰਦਰ ਸਿੰਘ ਚਿੰਡਾ) : ਉਪ ਮੰਡਲ ਮੈਜਿਸਟਰੇਟ ਅਤੇ ਟ੍ਰੈਫਿਕ ਇੰਚਾਰਜ ਵੱਲੋਂ ਸ਼ਹਿਰ ਵਿੱਚ ਟ੍ਰੈਫਿਕ ਵਿਵਸਥਾ ਨੂੰ ਸੁਚਾਰੂ ਬਣਾਉਣ ਲਈ ਨਾਕਾਬੰਦੀ ਕੀਤੀ ਗਈ ਅਤੇ ਟ੍ਰੈਫਿਕ ਨਿਯਮਾਂ ਦੀ ਉਲੰਘਣਾ ਕਰਨ ਵਾਲੇ ਵਾਹਨ ਚਾਲਕਾਂ ਦੇ ਚਲਾਨ ਕੱਟੇ ਗਏ। ਇਸ ਮੌਕੇ 36 ਚਲਾਨ ਕੀਤੇ ਗਏ ਅਤੇ ਲੋਕਾਂ ਨੂੰ ਨਿਯਮਾਂ ਦੀ ਪਾਲਣਾ ਕਰਨ ਦੀ ਅਪੀਲ ਕੀਤੀ ਗਈ। [8, 864, 236, 897]
col-divider [240, 50, 241, 864]
tehsildar-body: ਤਰਨਤਾਰਨ 12ਸਤੰਬਰ (ਰਸ਼ਪਾਲ ਪਵਾਰ) : ਸਬ ਤਹਿਸੀਲ ਖੇਮਕਰਨ ਦਾ ਨਾਇਬ ਤਹਿਸੀਲਦਾਰ ਸ. ਜਸਵਿੰਦਰ ਸਿੰਘ ਨੇ ਅਹੁਦਾ ਸੰਭਾਲਿਆ ਅਤੇ ਇਸ ਮੌਕੇ ਸ਼ਹੀਦ ਬਲਵਿੰਦਰ ਸਿੰਘ ਵਾਰਡ ਨੰਬਰ 6 ਦੇ ਕੌਂਸਲਰ ਅਤੇ ਸਮਾਜ ਸੇਵੀ ਪਤਵੰਤਿਆਂ ਨੇ ਉਨ੍ਹਾਂ ਦਾ ਸਵਾਗਤ ਕੀਤਾ ਅਤੇ ਲੋਕਾਂ ਦੇ ਕੰਮ ਪਹਿਲ ਦੇ ਅਧਾਰ ਤੇ ਕਰਨ ਦੀ ਉਮੀਦ ਜਤਾਈ। [8, 640, 236, 673]
yellow-mark [424, 19, 436, 27]
anganwadi-headline: ਆਂਗਣਵਾੜੀ ਸੈਂਟਰ ਮਾਨਕੀ ਵਿਖੇ ਸਿਹਤ ਵਿਭਾਗ ਨੇ ਸਿਹਤ ਸੰਭਾਲ ਅਤੇ ਖੁਰਾਕ ਸੰਬੰਧੀ ਕੀਤਾ ਜਾਗਰੂਕ [252, 564, 582, 596]
divider [246, 340, 938, 341]
bijli-headline: ਮੰਗਾਂ ਨੂੰ ਲੈਕੇ ਬਿਜਲੀ ਕਾਮਿਆਂ ਵੱਲੋਂ 17 ਸਤੰਬਰ ਤੱਕ ਕੰਮ ਨਾ ਕਰਨ ਦਾ ਐਲਾਨ [249, 824, 585, 838]
masthead-rule [6, 44, 939, 46]
anganwadi-body-2: ਮੋਗਿੰਡਾ, 12 ਸਤੰਬਰ (ਹਰਜਿੰਦਰ ਸਿੰਘ ਚਿੰਡਾ) : ਸਿਵਲ ਸਰਜਨ ਮਾਲੇਰਕੋਟਲਾ ਡਾ. ਸੰਜੇ ਗੋਇਲ ਦੀ ਅਗਵਾਈ ਹੇਠ ਆਂਗਣਵਾੜੀ ਸੈਂਟਰ ਮਾਨਕੀ ਵਿਖੇ ਸਿਹਤ ਵਿਭਾਗ ਦੀ ਟੀਮ ਵੱਲੋਂ ਗਰਭਵਤੀ ਔਰਤਾਂ ਅਤੇ ਬੱਚਿਆਂ ਦੀਆਂ ਮਾਵਾਂ ਨੂੰ ਸਿਹਤ ਸੰਭਾਲ ਅਤੇ ਖੁਰਾਕ ਸਬੰਧੀ ਜਾਗਰੂਕ ਕੀਤਾ ਗਿਆ। ਇਸ ਮੌਕੇ ਮਾਹਿਰਾਂ ਨੇ ਦੱਸਿਆ ਕਿ ਚੰਗੀ ਸਿਹਤ ਲਈ ਸੰਤੁਲਿਤ ਖੁਰਾਕ ਲੈਣਾ ਅਤੇ ਜੀਵਨ ਸ਼ੈਲੀ ਵਿੱਚ ਬਦਲਾਅ ਬਹੁਤ ਜ਼ਰੂਰੀ ਹੈ। [246, 756, 588, 781]
teacher-headline: ਲੌਂਗੋਵਾਲ ਦੇ ਮਾਸਟਰ ਅਵਨੀਸ਼ ਕੁਮਾਰ ਨੂੰ ਮਿਲਿਆ ਰਾਜ ਅਧਿਆਪਕ ਪੁਰਸਕਾਰ [718, 974, 930, 1006]
traffic-headline: ਟ੍ਰੈਫਿਕ ਪੁਲਿਸ ਮੋਗਿੰਡਾ ਵੱਲੋਂ ਕੱਟੇ ਗਏ ਟ੍ਰੈਫਿਕ ਨਿਯਮਾਂ ਦੀ ਉਲੰਘਣਾ ਦੇ ਚਲਾਨ [8, 709, 226, 739]
tohana-photo [178, 1028, 534, 1198]
camp-headline-2: ਸਰਕਾਰ ਤੁਹਾਡੇ ਦੁਆਰ ਕੈਂਪ, ਡਿਪਟੀ ਕਮਿਸ਼ਨਰ [28, 307, 216, 320]
color-registration-marks [390, 12, 610, 26]
traffic-photo [8, 748, 158, 860]
